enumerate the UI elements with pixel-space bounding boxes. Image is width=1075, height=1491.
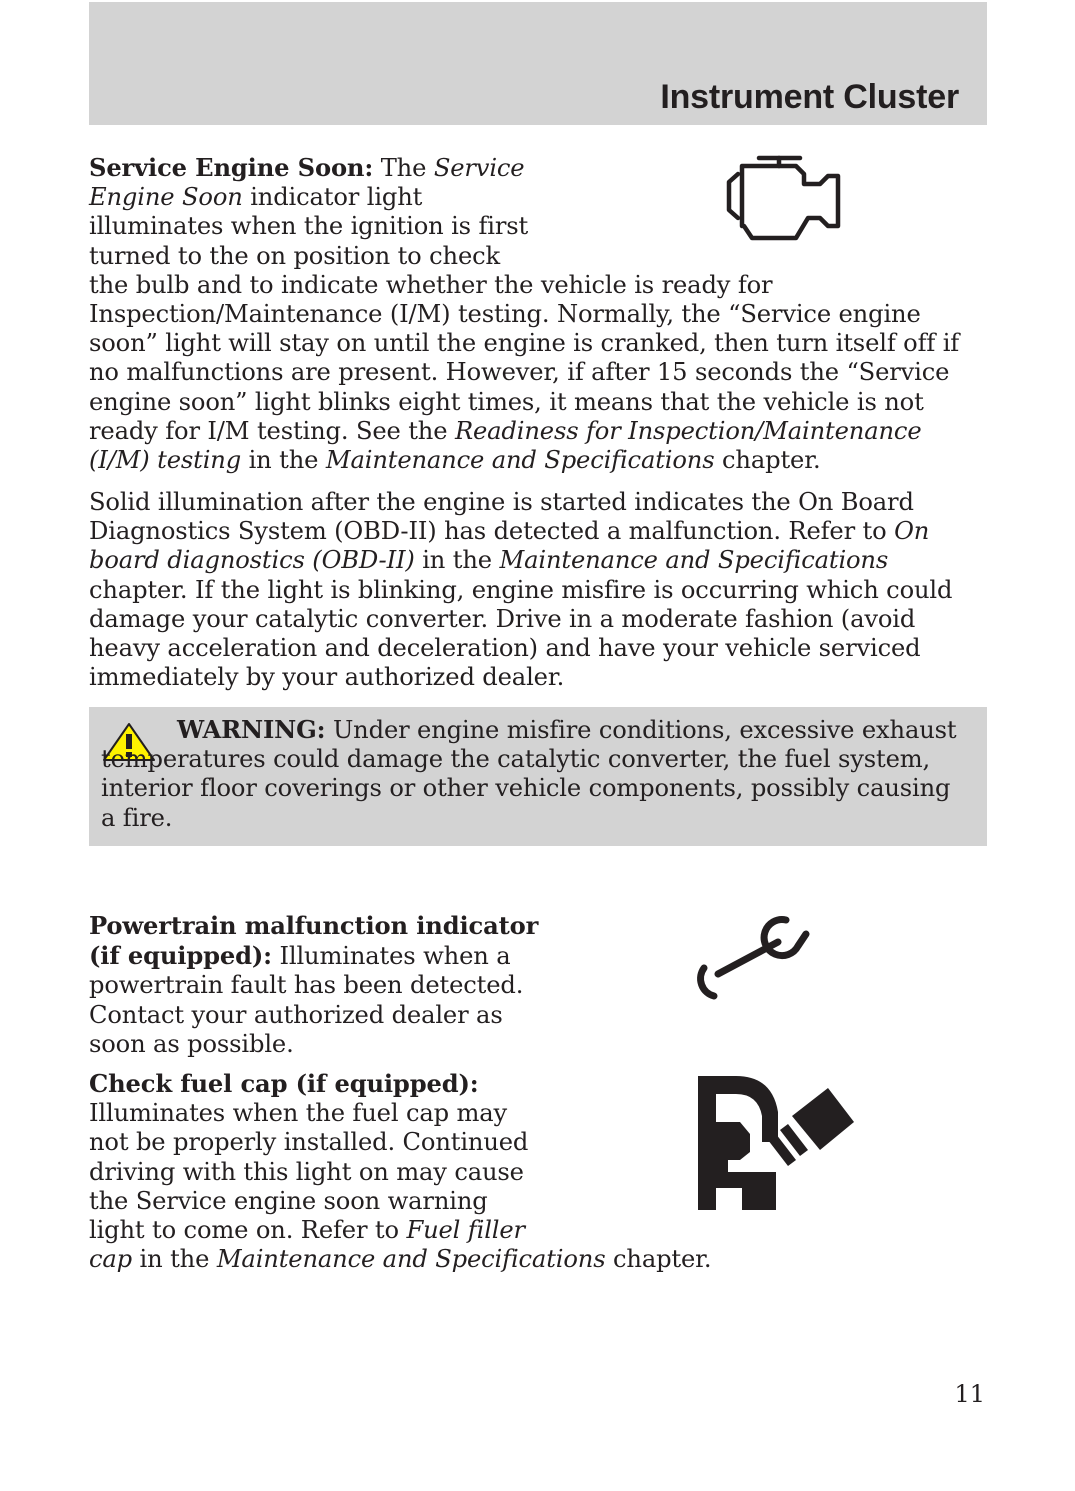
- fuel-cap-icon: [692, 1072, 864, 1214]
- warning-box: [89, 707, 987, 846]
- powertrain-paragraph: [89, 911, 559, 1059]
- text-run: chapter.: [605, 1245, 712, 1274]
- warning-text: [101, 715, 971, 833]
- text-run: Illuminates when a powertrain fault has been detected. Contact your authorized dealer as soon as possible.: [89, 942, 524, 1058]
- text-run: Service Engine Soon: [89, 154, 525, 212]
- text-run: Illuminates when the fuel cap may not be properly installed. Continued driving with this light on may cause the Service engine soon warning light to come on. Refer to: [89, 1099, 529, 1245]
- header-band: [89, 2, 987, 125]
- wrench-icon: [694, 912, 814, 1002]
- text-run: Maintenance and Specifications: [499, 546, 889, 575]
- obd-section: [89, 488, 979, 692]
- powertrain-heading: Powertrain malfunction indicator (if equipped):: [89, 911, 539, 971]
- text-run: On board diagnostics (OBD-II): [89, 517, 930, 575]
- fuel-cap-heading: Check fuel cap (if equipped):: [89, 1069, 479, 1098]
- text-run: The: [373, 154, 434, 182]
- powertrain-section: [89, 911, 559, 1059]
- text-run: Under engine misfire conditions, excessive exhaust temperatures could damage the catalytic converter, the fuel system, interior floor coverings or other vehicle components, possibly causing a fire.: [101, 716, 957, 832]
- text-run: Solid illumination after the engine is started indicates the On Board Diagnostics System (OBD-II) has detected a malfunction. Refer to: [89, 488, 914, 546]
- page-title: Instrument Cluster: [660, 78, 959, 116]
- text-run: Readiness for Inspection/Maintenance (I/M) testing: [89, 416, 922, 475]
- page-number: 11: [954, 1380, 985, 1408]
- text-run: in the: [414, 546, 500, 575]
- warning-label: WARNING:: [177, 715, 326, 744]
- text-run: Maintenance and Specifications: [325, 446, 715, 475]
- obd-paragraph: [89, 488, 979, 692]
- text-run: chapter.: [714, 446, 821, 475]
- text-run: indicator light illuminates when the ignition is first turned to the on position to check the bulb and to indicate whether the vehicle is ready for Inspection/Maintenance (I/M) testing. Normally, the “Service engine soon” light will stay on until the engine is cranked, then turn itself off if no malfunctions are present. However, if after 15 seconds the “Service engine soon” light blinks eight times, it means that the vehicle is not ready for I/M testing. See the: [89, 183, 960, 445]
- text-run: chapter. If the light is blinking, engine misfire is occurring which could damage your catalytic converter. Drive in a moderate fashion (avoid heavy acceleration and deceleration) and have your vehicle serviced immediately by your authorized dealer.: [89, 575, 953, 692]
- engine-icon: [724, 154, 852, 242]
- text-run: Fuel filler cap: [89, 1216, 525, 1274]
- text-run: in the: [132, 1245, 217, 1274]
- service-engine-heading: Service Engine Soon:: [89, 153, 374, 182]
- text-run: Maintenance and Specifications: [216, 1245, 606, 1274]
- text-run: in the: [241, 446, 326, 475]
